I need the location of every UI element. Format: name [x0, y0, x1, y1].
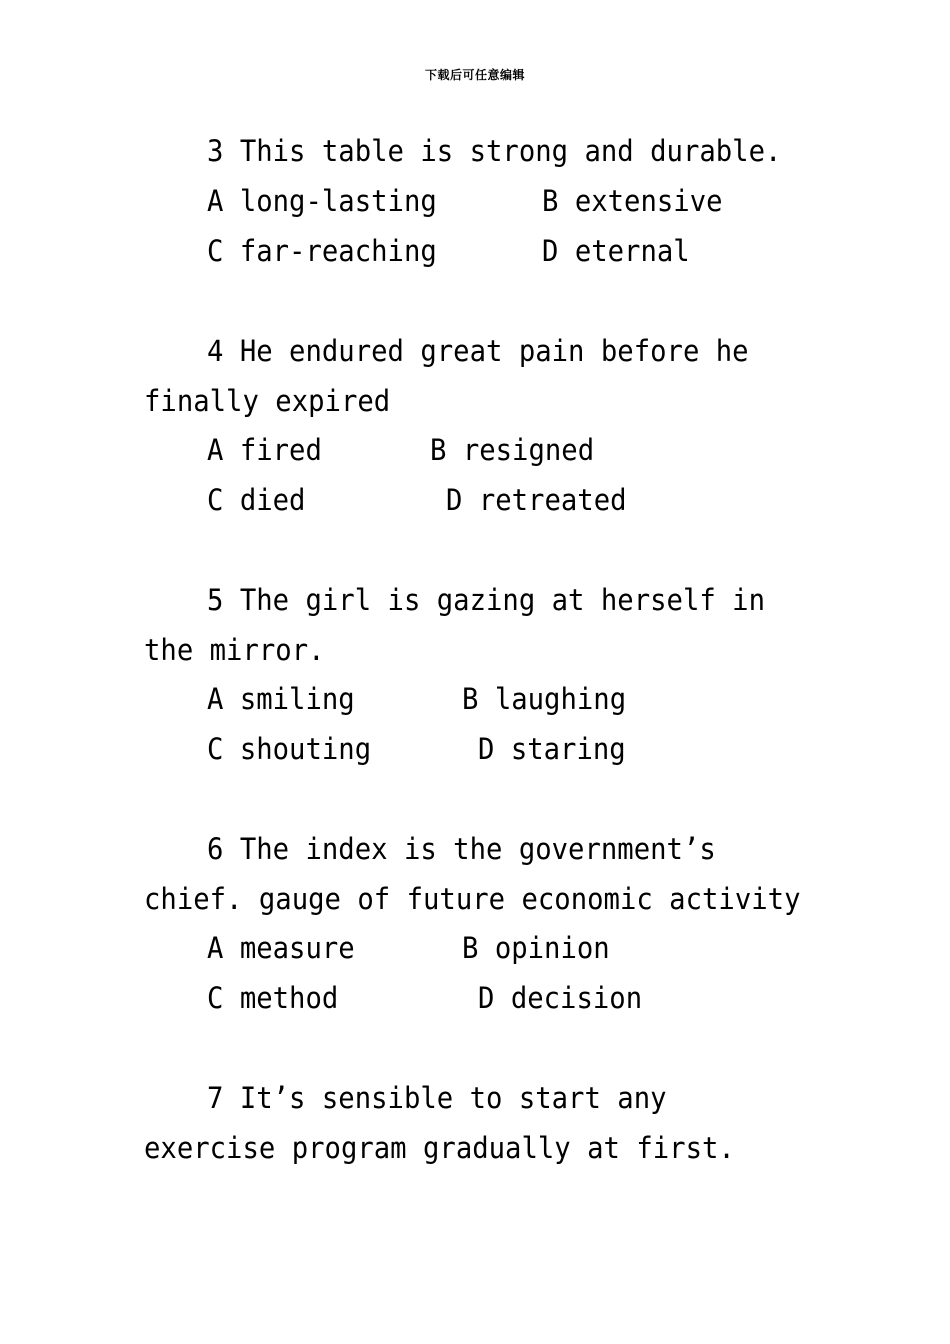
question-5-option-d: D staring [478, 732, 626, 766]
question-5-stem-line-2: the mirror. [144, 633, 325, 667]
question-7-stem-line-1: 7 It’s sensible to start any [207, 1081, 667, 1115]
page-header: 下载后可任意编辑 [424, 68, 525, 82]
question-5-stem-line-1: 5 The girl is gazing at herself in [207, 583, 766, 617]
question-3-option-c: C far-reaching [207, 234, 437, 268]
question-4-stem-line-1: 4 He endured great pain before he [207, 334, 749, 368]
question-3-option-d: D eternal [542, 234, 690, 268]
question-5-option-a: A smiling [207, 682, 355, 716]
question-3-stem: 3 This table is strong and durable. [207, 134, 782, 168]
question-6-stem-line-1: 6 The index is the government’s [207, 832, 716, 866]
question-7-stem-line-2: exercise program gradually at first. [144, 1131, 735, 1165]
question-6-stem-line-2: chief. gauge of future economic activity [144, 882, 801, 916]
question-4-option-c: C died [207, 483, 306, 517]
question-4-option-a: A fired [207, 433, 322, 467]
question-6-option-b: B opinion [462, 931, 610, 965]
question-6-option-c: C method [207, 981, 339, 1015]
question-6-option-d: D decision [478, 981, 643, 1015]
question-4-stem-line-2: finally expired [144, 384, 391, 418]
question-3-option-b: B extensive [542, 184, 723, 218]
question-4-option-d: D retreated [446, 483, 627, 517]
question-5-option-c: C shouting [207, 732, 372, 766]
question-3-option-a: A long-lasting [207, 184, 437, 218]
question-4-option-b: B resigned [430, 433, 595, 467]
question-5-option-b: B laughing [462, 682, 627, 716]
question-6-option-a: A measure [207, 931, 355, 965]
